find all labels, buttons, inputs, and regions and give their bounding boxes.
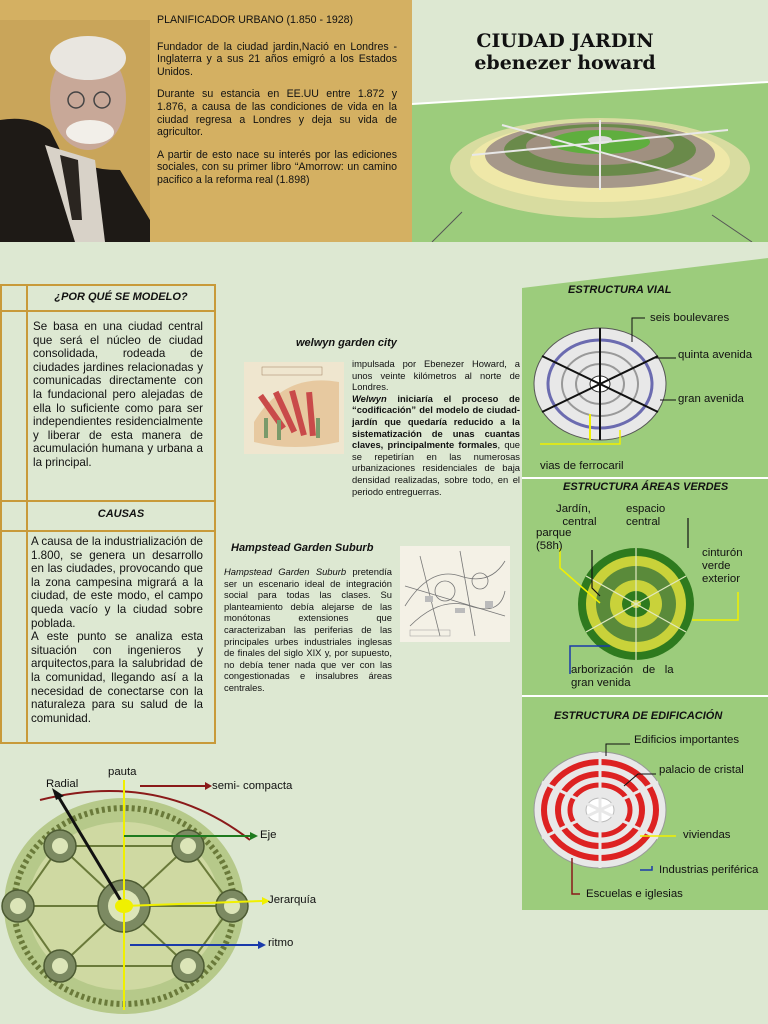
verdes-espacio-2: central xyxy=(626,516,661,528)
bio-title: PLANIFICADOR URBANO (1.850 - 1928) xyxy=(157,14,354,26)
verdes-label-jardin xyxy=(556,503,597,529)
title-line-2: ebenezer howard xyxy=(474,52,656,74)
label-semi-compacta: semi- compacta xyxy=(212,780,293,792)
causes-header: CAUSAS xyxy=(97,508,145,520)
welwyn-map xyxy=(244,362,344,454)
page-title xyxy=(440,30,690,74)
welwyn-text-rest: , que se repetirían en las numerosas urbanizaciones residenciales de baja densidad realizadas, sobre todo, en el periodo entreguerras. xyxy=(352,439,520,497)
verdes-parque-1: parque xyxy=(536,527,572,539)
verdes-cinturon-1: cinturón xyxy=(702,547,743,559)
title-line-1: CIUDAD JARDIN xyxy=(476,30,654,52)
vial-label-gran: gran avenida xyxy=(678,393,744,405)
bio-paragraph-1: Fundador de la ciudad jardin,Nació en Londres - Inglaterra y a sus 21 años emigró a los Estados Unidos. xyxy=(157,40,397,78)
verdes-jardin-2: central xyxy=(562,516,597,528)
vial-title: ESTRUCTURA VIAL xyxy=(568,284,672,296)
verdes-cinturon-2: verde xyxy=(702,560,731,572)
bio-paragraph-3: A partir de esto nace su interés por las ediciones sociales, con su primer libro “Amorrow: un camino pacifico a la reforma real (1.898) xyxy=(157,148,397,186)
vial-label-seis: seis boulevares xyxy=(650,312,730,324)
causes-paragraph-2: A este punto se analiza esta situación con ingenieros y arquitectos,para la salubridad de la comunidad, llegando así a la necesidad de conectarse con la naturaleza para su salud de la comunidad. xyxy=(31,630,203,725)
table-side-cell-2 xyxy=(0,530,28,744)
label-eje: Eje xyxy=(260,829,277,841)
verdes-arbor-1: arborización de la xyxy=(571,664,674,676)
welwyn-text xyxy=(352,358,520,497)
verdes-label-espacio xyxy=(626,503,665,529)
edif-label-industrias: Industrias periférica xyxy=(659,864,759,876)
question-header: ¿POR QUÉ SE MODELO? xyxy=(54,291,188,303)
label-pauta: pauta xyxy=(108,766,137,778)
hampstead-name: Hampstead Garden Suburb xyxy=(224,566,347,577)
label-jerarquia: Jerarquía xyxy=(268,894,317,906)
question-body: Se basa en una ciudad central que será el núcleo de ciudad consolidada, rodeada de ciudades jardines relacionadas y comunicadas directamente con la fundacional pero alejadas de ella lo suficiente como para ser independientes residencialmente y liberar de esta manera de acumulación humana y urbana a la principal. xyxy=(33,320,203,469)
welwyn-text-bold: iniciaría el proceso de “codificación” del modelo de ciudad-jardín que quedaría reducido a la sistematización de unas cuantas claves, principalmente formales xyxy=(352,392,520,451)
hampstead-text-rest: pretendía ser un escenario ideal de integración social para todas las clases. Su planteamiento debía alejarse de las monótonas extensiones que caracterizaban las periferias de las principales urbes industriales inglesas de finales del siglo XIX y, por supuesto, no debía tener nada que ver con las congestionadas e insalubres áreas centrales. xyxy=(224,566,392,693)
table-corner-cell-2 xyxy=(0,500,28,532)
verdes-arbor-2: gran venida xyxy=(571,677,631,689)
verdes-label-parque xyxy=(536,527,571,553)
edif-title: ESTRUCTURA DE EDIFICACIÓN xyxy=(554,710,723,722)
welwyn-text-a: impulsada por Ebenezer Howard, a unos veinte kilómetros al norte de Londres. xyxy=(352,358,520,393)
edif-label-importantes: Edificios importantes xyxy=(634,734,740,746)
verdes-label-cinturon xyxy=(702,547,743,586)
vial-label-ferro: vias de ferrocaril xyxy=(540,460,624,472)
bio-paragraph-2: Durante su estancia en EE.UU entre 1.872 y 1.876, a causa de las condiciones de vida en la ciudad regresa a Londres y deja su vida de agricultor. xyxy=(157,88,397,139)
garden-city-diagram xyxy=(0,760,330,1024)
table-side-cell xyxy=(0,310,28,502)
causes-body xyxy=(31,535,203,725)
edif-label-palacio: palacio de cristal xyxy=(659,764,744,776)
verdes-title: ESTRUCTURA ÁREAS VERDES xyxy=(563,481,729,493)
table-corner-cell xyxy=(0,284,28,312)
welwyn-name: Welwyn xyxy=(352,392,387,404)
hampstead-text xyxy=(224,566,392,694)
verdes-cinturon-3: exterior xyxy=(702,573,740,585)
verdes-jardin-1: Jardín, xyxy=(556,503,591,515)
edif-label-escuelas: Escuelas e iglesias xyxy=(586,888,683,900)
howard-portrait xyxy=(0,20,150,242)
edif-label-viviendas: viviendas xyxy=(683,829,731,841)
label-radial: Radial xyxy=(46,778,79,790)
causes-paragraph-1: A causa de la industrialización de 1.800, se genera un desarrollo en las ciudades, provocando que la zona campesina migrará a la ciudad, de este modo, el campo queda vacío y la ciudad sobre poblada. xyxy=(31,535,203,630)
hampstead-map xyxy=(400,546,510,642)
verdes-label-arbor xyxy=(571,664,674,690)
bio-text xyxy=(157,14,397,197)
vial-label-quinta: quinta avenida xyxy=(678,349,753,361)
verdes-espacio-1: espacio xyxy=(626,503,666,515)
verdes-parque-2: (58h) xyxy=(536,540,563,552)
welwyn-title: welwyn garden city xyxy=(296,337,397,349)
label-ritmo: ritmo xyxy=(268,937,294,949)
hampstead-title: Hampstead Garden Suburb xyxy=(231,542,374,554)
